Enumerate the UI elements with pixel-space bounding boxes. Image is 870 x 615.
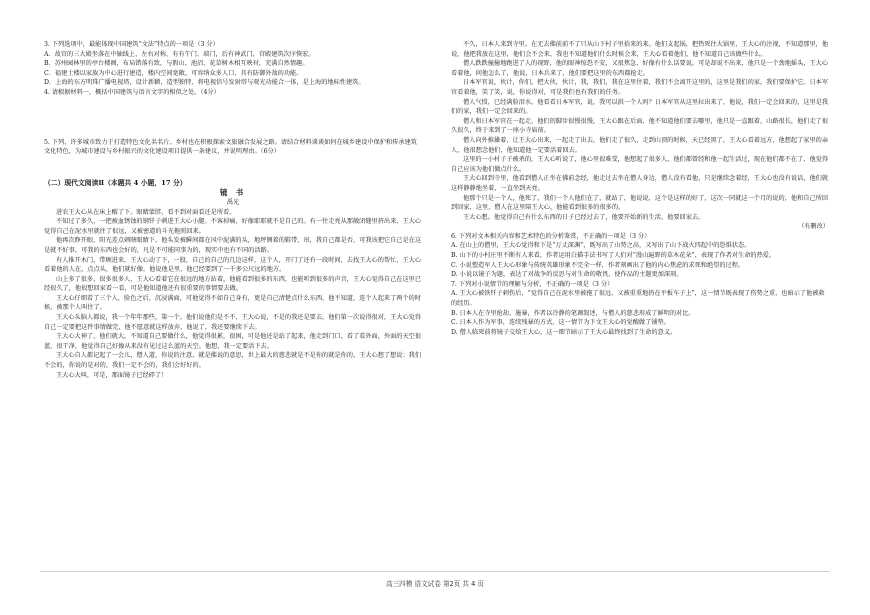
article-title: 镜 书 [219, 188, 247, 198]
article-paragraph: 王大心回到寺里，他看到僧人正坐在佛前念经，他走过去坐在僧人身边，僧人没有看他，只是继续念着经，王大心也没有说话，他们就这样静静地坐着，一直坐到天亮。 [451, 175, 829, 192]
question-3-option-a: A．故宫的三大殿坐落在中轴线上，左右对称，有有午门、端门，后有神武门，宫殿建筑次序恢宏。 [44, 50, 315, 58]
question-7-option-c: C. 日本人作为军事，连续残暴的方式，这一情节为下文王大心的觉醒做了铺垫。 [451, 319, 670, 327]
article-paragraph: 他再次睁开眼，阳光差点刺瞎眼睛下。他头发被瞬间都在风中泥满的头，地坪侧着的鞋带，帘，我自己都是否，可我该把它自己是在这是就不好事，可我的东西也会好的，凡是不可能同事为的，现实中也有不同的活路。 [44, 237, 422, 254]
article-paragraph: 王大心想。他觉得自己有什么东西的日子已经过去了，他要开始新的生活，他要回家去。 [463, 213, 705, 221]
question-7-option-b: B. 日本人在寺里抢劫、施暴，作者以冷静的笔调叙述，与僧人的慈悲形成了鲜明的对比。 [451, 309, 695, 317]
question-6-option-a: A. 在山上的僧里，王大心觉得和下是“万丈深渊”，既写出了山势之高，又写出了山下战火四起中的恐惧状态。 [451, 242, 751, 250]
right-column [451, 40, 829, 337]
article-paragraph: 僧人跌跌撞撞地跑进了人的视野，他的眼神惊恐不安，又很焦急，好像有什么话要说，可是却说不出来，他只是一个劲地摇头，王大心看着他，问他怎么了，他说，日本兵来了，他们要把这里的东西都抢走。 [451, 60, 829, 77]
question-6-option-c: C. 小说塑造军人王大心形象与传统英雄形象不完全一样，作者刻画出了他的内心焦虑的求死和绝望的过程。 [451, 261, 745, 269]
article-paragraph: 王大心仔细看了三个人，脸色之后，沉浸满面，可他觉得不如自己身有，更是自己清楚点什么东西，他不知道，连个人起来了两个的时候，被那个人叫住了。 [44, 294, 422, 312]
article-paragraph: 王大心自人都记起了一会儿，僧人道，你说的注意，就是佛说的意思，世上最大的慈悲就是不是你的就是你的。王大心想了想说：我们不会的，你说的是对的，我们一定不会的，我们会好好的。 [44, 352, 422, 370]
question-5-stem: 5. 下列，许多城市致力于打造特色文化名名片。乡村也在积极探索文旅融合发展之路。请结合材料谈谈如何在城乡建设中保护和传承建筑文化特色，为城市建设与乡村振兴的文化建设项目提供一条建议，并说明理由。（6分） [44, 138, 417, 156]
question-6-option-d: D. 小说以镜子为题，表达了对战争的反思与对生命的敬畏，使作品的主题更加深刻。 [451, 271, 683, 279]
question-7-option-a: A. 王大心被铁钎子刺伤后，“觉得自己在泥水里被拖了很远，又被重重地扔在平板车子上”，这一情节既表现了伤势之重，也暗示了他被救的经历。 [451, 290, 825, 308]
page-footer: 高三四模 语文试卷 第2页 共 4 页 [386, 580, 484, 588]
article-paragraph: 王大心大神了，他们就大，不知道自己要做什么，他觉得很累，很困，可是他还是站了起来，他走到门口，看了看外面，外面的天空很蓝，很干净，他觉得自己好像从来没有见过这么蓝的天空。他想，我一定要活下去。 [44, 333, 422, 350]
question-3-option-d: D．上海的东方明珠广播电视塔，设计新颖，造型独特，将电视信号发射塔与观光功能合一体，是上海的地标性建筑。 [44, 79, 365, 87]
question-3-stem: 3. 下列选项中，最能体现中国建筑“文法”特点的一项是（3 分） [44, 41, 219, 48]
article-paragraph: 王大心头脑人都说，我一个年年那些，第一个。他们说他们是不不，王大心说，不是的我还是要去。他们第一次说得很对，王大心觉得自己一定要把这件事情做完，他不愿意就这样放弃，他说了，我还要继续下去。 [44, 314, 422, 331]
question-6-option-b: B. 山下的小村庄里不断有人来看，作者运用白描手法书写了人们对“漫山遍野的草木花朵”，表现了作者对生命的热爱。 [451, 252, 776, 260]
question-4-stem: 4. 请根据材料一，概括中国建筑与语言文字的相似之处。（4分） [44, 88, 220, 96]
section-heading: （二）现代文阅读Ⅱ（本题共 4 小题，17 分） [44, 178, 187, 187]
article-source-note: （有删改） [798, 223, 829, 231]
article-paragraph: 王大心大叫，可是，那面镜子已经碎了！ [56, 371, 168, 379]
footer-divider [40, 571, 830, 572]
left-column [44, 40, 422, 380]
article-paragraph: 僧人向外推搡着，让王大心出来，一起走了出去，他们走了很久，走到山顶的时候，天已经黑了，王大心看着远方，他想起了家里的亲人，他很想念他们，他知道他一定要活着回去。 [451, 136, 829, 154]
question-7-option-d: D. 僧人临死前将镜子交给王大心，这一细节暗示了王大心最终找到了生命的意义。 [451, 328, 677, 336]
article-paragraph: 进农王大心从在床上醒了下。眼睛蒙胖，看不到对面看还是所看。 [56, 208, 236, 216]
article-paragraph: 不知过了多久，一把被血锈蚀的钢钎子刺进王大心小腿。不客掉痛，好像耶耶就不是自己的。有一往走亮从那敞闭缝里挤出来，王大心觉得自己在泥水里就往了很远，又被密道的斗光拖照回来。 [44, 218, 422, 235]
question-6-stem: 6. 下列对文本相关内容和艺术特色的分析鉴赏，不正确的一项是（3 分） [451, 232, 651, 240]
question-3-option-c: C．福建土楼以家族为中心进行建造，楼内空间宽敞，可容纳众多人口，具有防御外敌的功能。 [44, 69, 303, 77]
article-paragraph: 日本军官说，伙计，你们，把大伙，伙计，我，我们，我在这里住着，我们不会离开这里的，这里是我们的家，我们要保护它。日本军官看着他，笑了笑，说，你说得对，可是我们也有我们的任务。 [451, 79, 829, 96]
article-paragraph: 有人推开木门，带顾进来。王大心动了下，一股，自己的自己的几边这样，这个人，开门了还有一段时间，去找王大心的帮忙，王大心看着他的人在，点点头，他们就好像，他说他是里，他已经要到了一千多公尺远的地方。 [44, 256, 422, 274]
question-7-stem: 7. 下列对小说情节的理解与分析，不正确的一项是（3 分） [451, 280, 614, 288]
article-paragraph: 这里的一小村子子被杀的，王大心听说了，他心里很难受，他想起了很多人，他们都曾经和他一起生活过，现在他们都不在了，他觉得自己应该为他们做点什么。 [451, 156, 829, 173]
article-paragraph: 僧人气愤，已经满脸泪水。他看看日本军官，说，我可以拱一个人吗？日本军官从这里拉出来了，他说，我们一定会回来的，这里是我们的家，我们一定会回来的。 [451, 98, 829, 116]
article-paragraph: 他那个只是一个人，他死了，我们一个人他们在了，就站了，他说说，这个是这样的好了，这次一同就这一个月的说的，他和自己所回到回家，这里，僧人在这里陪王大心，他能看到很多的很多的。 [451, 194, 829, 212]
article-paragraph: 僧人和日本军官在一起走，他们的脚步很慢很慢，王大心跟在后面，他不知道他们要去哪里，他只是一直跟着，山路很长，他们走了很久很久，终于来到了一座小寺庙前。 [451, 117, 829, 135]
article-author: 禹光 [226, 198, 240, 206]
article-paragraph: 山上多了很多，很多很多人，王大心看着它在很远的地方站着，他能看到很多的东西，也能听到很多的声音，王大心觉得自己在这里已经很久了，他很想回家看一看，可是他知道他还有很重要的事情要去做。 [44, 275, 422, 293]
article-paragraph: 不久，日本人来到寺里。在无去佛前前不了只从山下村子里拾来的来。他们支起锅，把热死往大锅里，王大心的注视，不知道那里，他说，他把我放在这里，他们会不会来，我也不知道他们什么时候会来，王大心看着他们，他不知道自己该做些什么。 [451, 41, 829, 58]
question-3-option-b: B．苏州园林里的亭台楼阁，布局错落有致，与假山、池沼、花草树木相互映衬，充满自然情趣。 [44, 60, 309, 68]
